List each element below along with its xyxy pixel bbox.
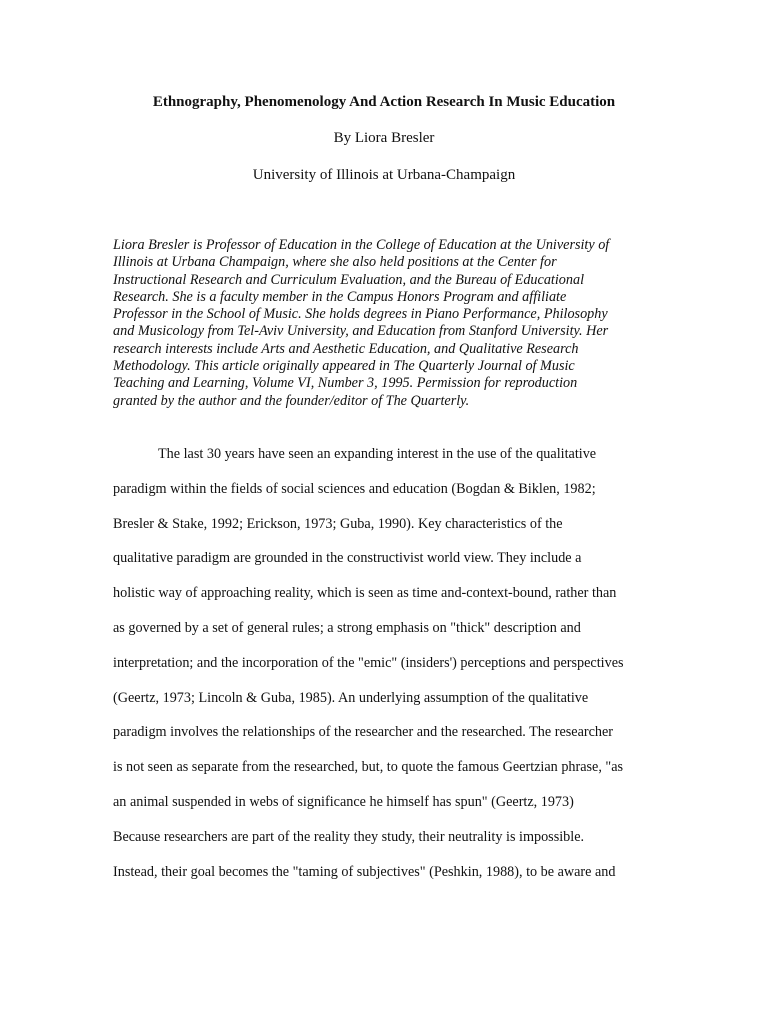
bio-line: Professor in the School of Music. She holds degrees in Piano Performance, Philosophy [113,306,608,323]
body-paragraph [113,444,658,896]
body-line: interpretation; and the incorporation of the "emic" (insiders') perceptions and perspectives [113,654,624,671]
document-title: Ethnography, Phenomenology And Action Research In Music Education [152,94,616,110]
bio-line: Methodology. This article originally appeared in The Quarterly Journal of Music [113,358,575,375]
body-line: Bresler & Stake, 1992; Erickson, 1973; Guba, 1990). Key characteristics of the [113,515,563,532]
body-line: holistic way of approaching reality, which is seen as time and-context-bound, rather than [113,585,617,602]
bio-line: Liora Bresler is Professor of Education in the College of Education at the University of [113,237,610,253]
body-line: an animal suspended in webs of significance he himself has spun" (Geertz, 1973) [113,793,574,810]
body-line: Instead, their goal becomes the "taming of subjectives" (Peshkin, 1988), to be aware and [113,863,616,880]
bio-line: research interests include Arts and Aesthetic Education, and Qualitative Research [113,340,579,357]
author-affiliation: University of Illinois at Urbana-Champaign [252,167,516,183]
body-line: qualitative paradigm are grounded in the constructivist world view. They include a [113,550,582,567]
author-byline: By Liora Bresler [333,130,435,146]
body-line: paradigm within the fields of social sciences and education (Bogdan & Biklen, 1982; [113,480,596,497]
body-line: paradigm involves the relationships of the researcher and the researched. The researcher [113,724,614,741]
body-line: (Geertz, 1973; Lincoln & Guba, 1985). An underlying assumption of the qualitative [113,689,589,706]
bio-line: Illinois at Urbana Champaign, where she also held positions at the Center for [113,254,557,271]
body-line: as governed by a set of general rules; a strong emphasis on "thick" description and [113,619,581,636]
author-bio [113,237,658,410]
bio-line: and Musicology from Tel-Aviv University, and Education from Stanford University. Her [113,323,609,340]
bio-line: Teaching and Learning, Volume VI, Number 3, 1995. Permission for reproduction [113,375,578,392]
bio-line: Instructional Research and Curriculum Evaluation, and the Bureau of Educational [113,271,585,288]
bio-line: granted by the author and the founder/editor of The Quarterly. [113,392,470,409]
bio-line: Research. She is a faculty member in the Campus Honors Program and affiliate [113,288,567,305]
body-line: is not seen as separate from the researched, but, to quote the famous Geertzian phrase, "as [113,759,624,776]
body-line: Because researchers are part of the reality they study, their neutrality is impossible. [113,828,585,845]
body-line: The last 30 years have seen an expanding interest in the use of the qualitative [158,446,597,462]
